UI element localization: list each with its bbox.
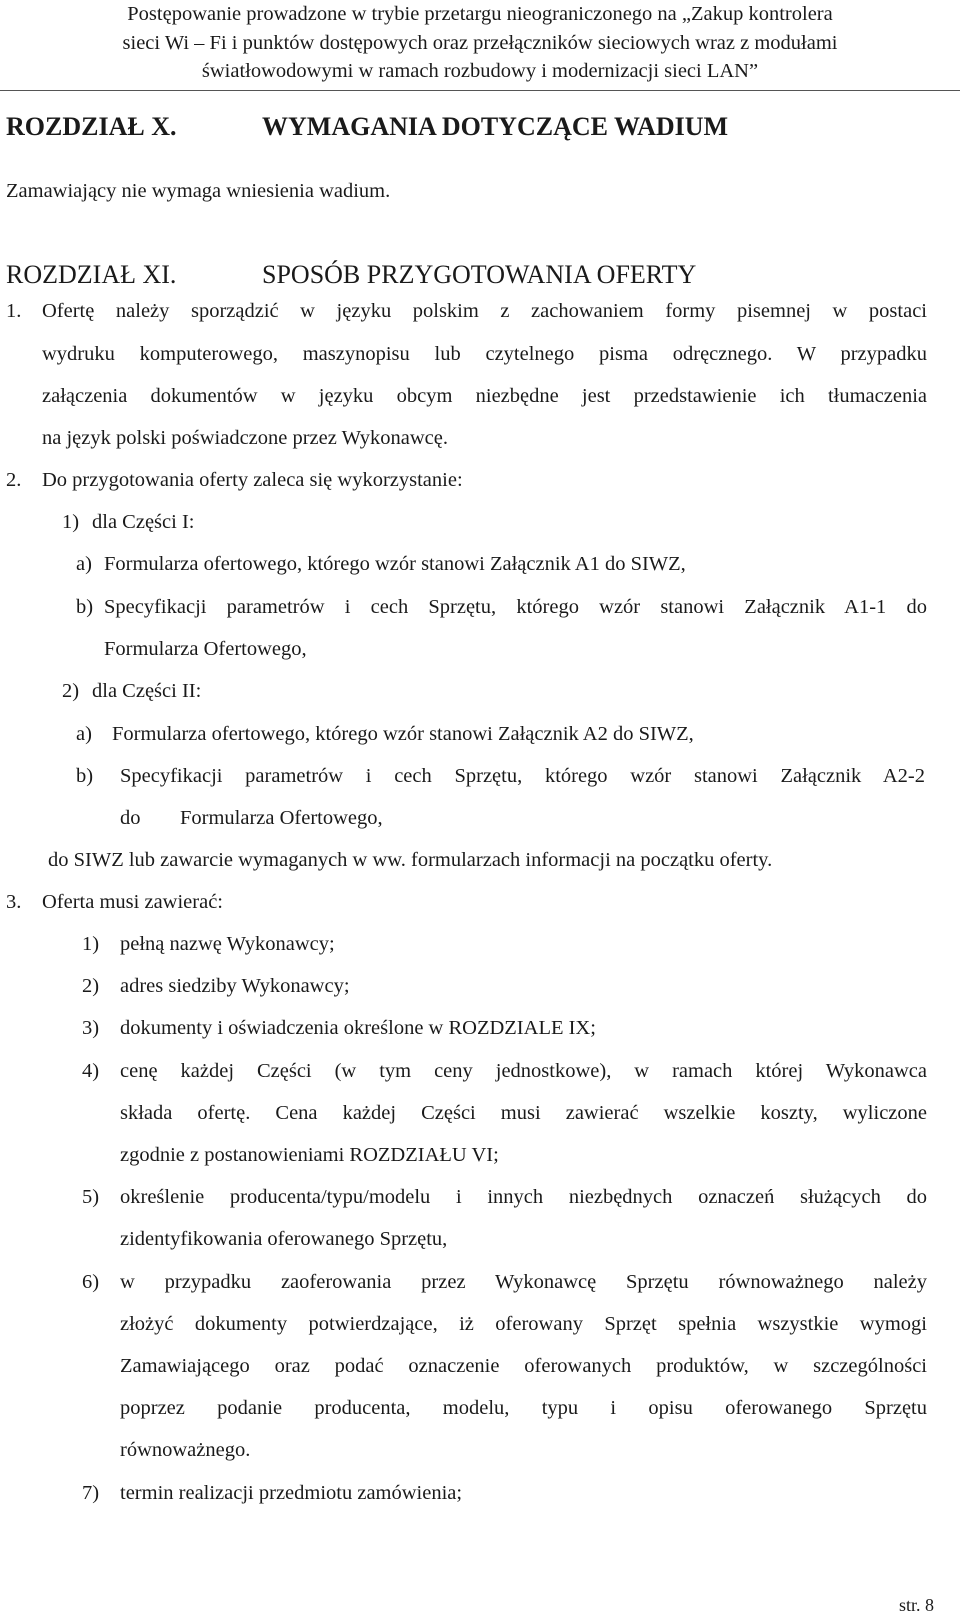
header-line: sieci Wi – Fi i punktów dostępowych oraz przełączników sieciowych wraz z modułami [122,31,838,54]
document-header [0,0,960,91]
header-line: światłowodowymi w ramach rozbudowy i modernizacji sieci LAN” [201,60,759,82]
chapter-number: ROZDZIAŁ XI. [6,260,177,289]
paragraph-line: wydruku komputerowego, maszynopisu lub czytelnego pisma odręcznego. W przypadku [42,343,927,365]
list-item: Formularza ofertowego, którego wzór stanowi Załącznik A2 do SIWZ, [112,723,694,745]
paragraph-line: Ofertę należy sporządzić w języku polskim z zachowaniem formy pisemnej w postaci [42,300,927,322]
paragraph-line: załączenia dokumentów w języku obcym niezbędne jest przedstawienie ich tłumaczenia [42,385,927,407]
list-item-line: zgodnie z postanowieniami ROZDZIAŁU VI; [120,1144,499,1166]
list-item-line: adres siedziby Wykonawcy; [120,975,350,998]
list-number: 3. [6,891,22,913]
list-number: 1) [82,933,100,955]
list-item: Specyfikacji parametrów i cech Sprzętu, którego wzór stanowi Załącznik A1-1 do [104,596,927,618]
list-item-line: określenie producenta/typu/modelu i innych niezbędnych oznaczeń służących do [120,1186,927,1209]
paragraph-line: do SIWZ lub zawarcie wymaganych w ww. formularzach informacji na początku oferty. [48,849,773,871]
list-number: 6) [82,1270,100,1293]
list-letter: b) [76,765,94,787]
list-item-line: składa ofertę. Cena każdej Części musi zawierać wszelkie koszty, wyliczone [120,1101,927,1124]
page-number: str. 8 [898,1595,934,1615]
paragraph-line: Oferta musi zawierać: [42,891,223,913]
list-number: 3) [82,1017,100,1040]
paragraph-line: Do przygotowania oferty zaleca się wykorzystanie: [42,469,463,491]
chapter-number: ROZDZIAŁ X. [6,112,177,141]
list-number: 2. [6,469,22,491]
list-number: 2) [82,975,100,998]
chapter-title: WYMAGANIA DOTYCZĄCE WADIUM [262,112,729,141]
list-item-line: dokumenty i oświadczenia określone w ROZDZIALE IX; [120,1017,596,1040]
list-number: 4) [82,1059,100,1082]
list-item-line: Zamawiającego oraz podać oznaczenie oferowanych produktów, w szczególności [120,1355,927,1377]
list-letter: a) [76,553,92,575]
list-item-line: cenę każdej Części (w tym ceny jednostkowe), w ramach której Wykonawca [120,1059,927,1082]
list-item: Formularza Ofertowego, [104,638,307,660]
list-letter: b) [76,596,94,618]
list-letter: a) [76,723,92,745]
list-item: Formularza Ofertowego, [180,807,383,829]
paragraph-line: na język polski poświadczone przez Wykonawcę. [42,427,448,449]
list-item-line: zidentyfikowania oferowanego Sprzętu, [120,1228,448,1251]
list-item-line: złożyć dokumenty potwierdzające, iż oferowany Sprzęt spełnia wszystkie wymogi [120,1312,927,1335]
chapter-title: SPOSÓB PRZYGOTOWANIA OFERTY [262,260,697,289]
header-line: Postępowanie prowadzone w trybie przetargu nieograniczonego na „Zakup kontrolera [127,3,833,25]
list-item-line: w przypadku zaoferowania przez Wykonawcę Sprzętu równoważnego należy [120,1270,927,1293]
list-number: 1. [6,300,22,322]
paragraph: Zamawiający nie wymaga wniesienia wadium. [6,180,391,202]
list-number: 5) [82,1186,100,1209]
list-item-line: pełną nazwę Wykonawcy; [120,933,335,955]
list-number: 2) [62,680,80,702]
list-item: dla Części II: [92,680,202,702]
list-item-line: poprzez podanie producenta, modelu, typu i opisu oferowanego Sprzętu [120,1397,927,1420]
list-item: do [120,807,141,829]
list-item: dla Części I: [92,511,195,533]
list-number: 7) [82,1481,100,1504]
list-item: Specyfikacji parametrów i cech Sprzętu, którego wzór stanowi Załącznik A2-2 [120,765,925,787]
list-item: Formularza ofertowego, którego wzór stanowi Załącznik A1 do SIWZ, [104,553,686,575]
list-item-line: równoważnego. [120,1439,251,1462]
list-item-line: termin realizacji przedmiotu zamówienia; [120,1481,463,1504]
list-number: 1) [62,511,80,533]
